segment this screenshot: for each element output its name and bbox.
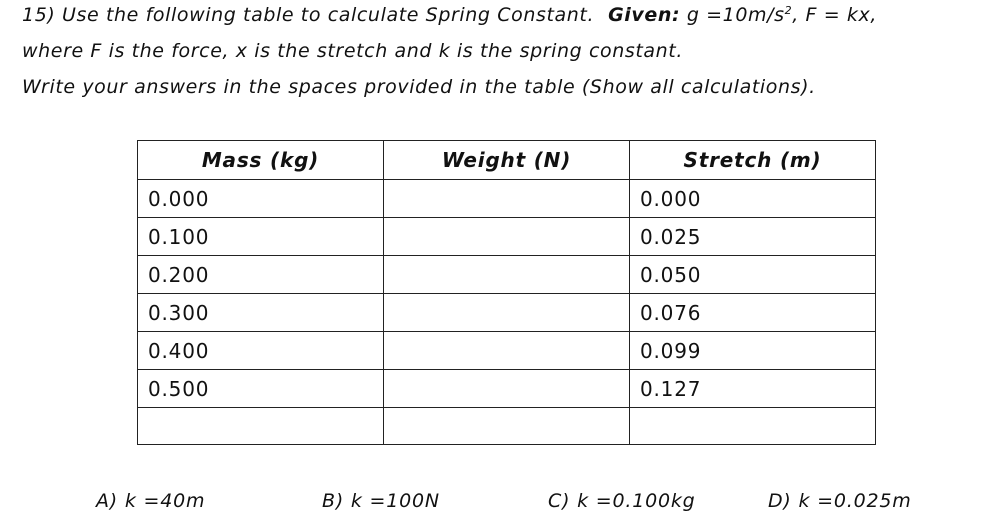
header-mass: Mass (kg) [138, 141, 384, 180]
weight-cell[interactable] [384, 408, 630, 445]
table-row-empty [138, 408, 876, 445]
stretch-cell: 0.127 [630, 370, 876, 408]
table-row [138, 370, 876, 408]
stretch-cell: 0.076 [630, 294, 876, 332]
weight-cell[interactable] [384, 256, 630, 294]
mass-cell: 0.300 [138, 294, 384, 332]
mass-cell: 0.500 [138, 370, 384, 408]
stretch-cell: 0.099 [630, 332, 876, 370]
header-stretch: Stretch (m) [630, 141, 876, 180]
weight-cell[interactable] [384, 294, 630, 332]
given-label: Given: [608, 4, 681, 26]
stretch-cell: 0.050 [630, 256, 876, 294]
weight-cell[interactable] [384, 332, 630, 370]
stretch-cell: 0.025 [630, 218, 876, 256]
table-row [138, 218, 876, 256]
spring-data-table [137, 140, 876, 445]
answer-option-a[interactable]: A) k =40m [96, 490, 206, 512]
given-formula-exponent: 2 [784, 4, 793, 17]
stretch-cell[interactable] [630, 408, 876, 445]
header-weight: Weight (N) [384, 141, 630, 180]
mass-cell[interactable] [138, 408, 384, 445]
mass-cell: 0.000 [138, 180, 384, 218]
answer-option-c[interactable]: C) k =0.100kg [548, 490, 696, 512]
table-row [138, 256, 876, 294]
table-row [138, 180, 876, 218]
table-row [138, 294, 876, 332]
question-text: 15) Use the following table to calculate Spring Constant. [22, 4, 595, 26]
question-line-1 [22, 4, 877, 26]
weight-cell[interactable] [384, 218, 630, 256]
question-line-2: where F is the force, x is the stretch and k is the spring constant. [22, 40, 683, 62]
weight-cell[interactable] [384, 370, 630, 408]
question-line-3: Write your answers in the spaces provided in the table (Show all calculations). [22, 76, 816, 98]
mass-cell: 0.200 [138, 256, 384, 294]
answer-option-d[interactable]: D) k =0.025m [768, 490, 912, 512]
given-formula-part-2: , F = kx, [792, 4, 877, 26]
table-row [138, 332, 876, 370]
weight-cell[interactable] [384, 180, 630, 218]
mass-cell: 0.100 [138, 218, 384, 256]
given-formula-part-1: g =10m/s [686, 4, 785, 26]
mass-cell: 0.400 [138, 332, 384, 370]
stretch-cell: 0.000 [630, 180, 876, 218]
answer-option-b[interactable]: B) k =100N [322, 490, 440, 512]
table-header-row [138, 141, 876, 180]
